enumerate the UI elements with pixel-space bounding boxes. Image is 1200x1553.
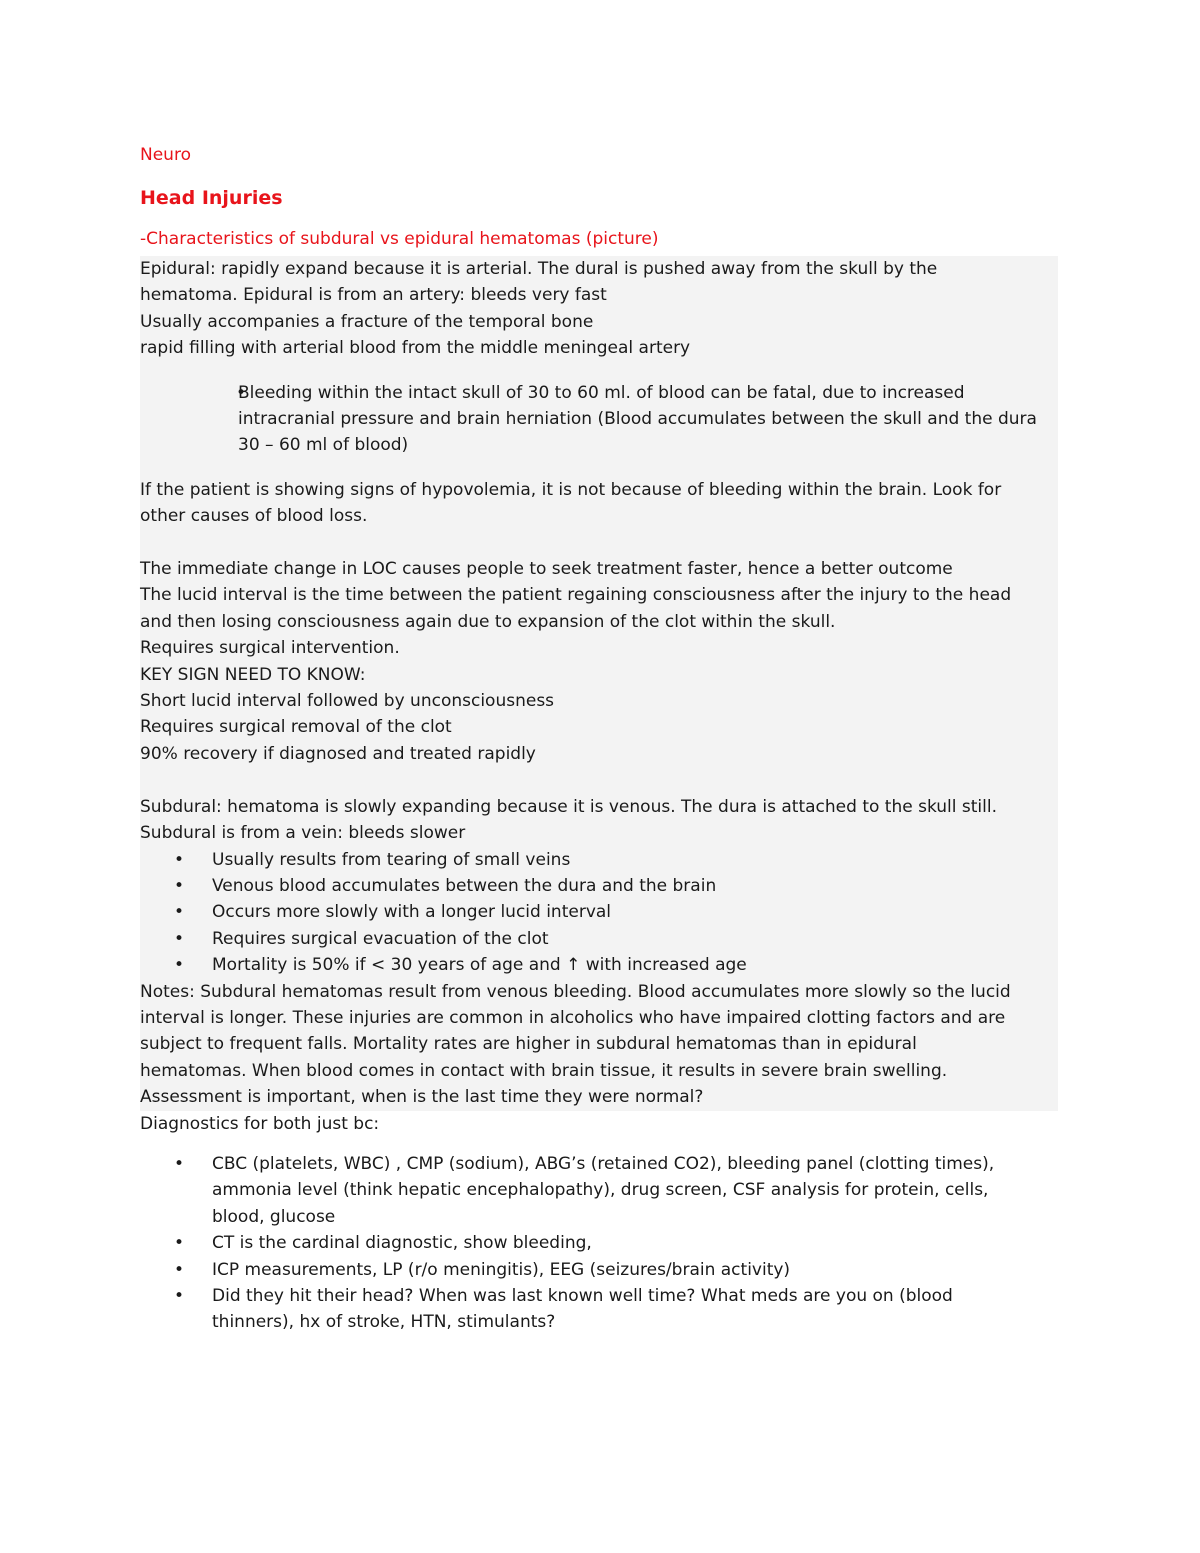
list-item: [140, 926, 1058, 952]
diagnostics-heading: Diagnostics for both just bc:: [140, 1113, 380, 1134]
hypovolemia-note: [140, 477, 1058, 530]
bullet-text: Venous blood accumulates between the dura and the brain: [212, 875, 717, 896]
epidural-bullet-list: [202, 380, 1058, 459]
text-line: 90% recovery if diagnosed and treated rapidly: [140, 743, 536, 764]
text-line: Subdural is from a vein: bleeds slower: [140, 823, 466, 844]
text-line: and then losing consciousness again due to expansion of the clot within the skull.: [140, 611, 836, 632]
list-item: [140, 873, 1058, 899]
bullet-line: • ICP measurements, LP (r/o meningitis), EEG (seizures/brain activity): [140, 1257, 1060, 1283]
text-line: blood, glucose: [212, 1206, 336, 1227]
diagnostics-section: [140, 1111, 1060, 1336]
list-item: [202, 380, 1058, 406]
bullet-text: Requires surgical evacuation of the clot: [212, 928, 549, 949]
lucid-interval-notes: [140, 556, 1058, 767]
text-line: interval is longer. These injuries are common in alcoholics who have impaired clotting factors and are: [140, 1007, 1006, 1028]
list-item: [140, 1151, 1060, 1230]
text-line: hematomas. When blood comes in contact with brain tissue, it results in severe brain swelling.: [140, 1060, 948, 1081]
text-line: 30 – 60 ml of blood): [238, 435, 409, 456]
list-item: [140, 1283, 1060, 1336]
list-item: [140, 1257, 1060, 1283]
text-line: subject to frequent falls. Mortality rates are higher in subdural hematomas than in epidural: [140, 1034, 917, 1055]
page-title: Head Injuries: [140, 187, 283, 209]
text-line: Notes: Subdural hematomas result from venous bleeding. Blood accumulates more slowly so the lucid: [140, 981, 1011, 1002]
text-line: hematoma. Epidural is from an artery: bleeds very fast: [140, 285, 607, 306]
text-line: Requires surgical removal of the clot: [140, 717, 452, 738]
bullet-line: • CBC (platelets, WBC) , CMP (sodium), ABG’s (retained CO2), bleeding panel (clotting times),: [140, 1151, 1060, 1177]
text-line: Epidural: rapidly expand because it is arterial. The dural is pushed away from the skull by the: [140, 259, 938, 279]
bullet-text: Occurs more slowly with a longer lucid interval: [212, 902, 612, 923]
text-line: The immediate change in LOC causes people to seek treatment faster, hence a better outcome: [140, 559, 953, 580]
text-line: If the patient is showing signs of hypovolemia, it is not because of bleeding within the brain. Look for: [140, 479, 1002, 500]
text-line: Requires surgical intervention.: [140, 638, 400, 659]
list-item: [140, 952, 1058, 978]
subdural-intro: [140, 794, 1058, 847]
text-line: rapid filling with arterial blood from the middle meningeal artery: [140, 338, 691, 359]
text-line: thinners), hx of stroke, HTN, stimulants?: [212, 1312, 556, 1333]
bullet-text: Mortality is 50% if < 30 years of age and ↑ with increased age: [212, 955, 747, 976]
diagnostics-bullet-list: [140, 1151, 1060, 1336]
text-line: Short lucid interval followed by unconsciousness: [140, 691, 555, 712]
bullet-line: • CT is the cardinal diagnostic, show bleeding,: [140, 1230, 1060, 1256]
subdural-notes: [140, 979, 1058, 1111]
epidural-intro: [140, 256, 1058, 362]
list-item: [140, 847, 1058, 873]
text-line: Subdural: hematoma is slowly expanding because it is venous. The dura is attached to the skull still.: [140, 796, 997, 817]
section-label: Neuro: [140, 145, 191, 165]
document-page: [140, 142, 1060, 1336]
text-line: Assessment is important, when is the last time they were normal?: [140, 1087, 704, 1108]
subdural-bullet-list: [140, 847, 1058, 979]
text-line: intracranial pressure and brain herniation (Blood accumulates between the skull and the dura: [238, 409, 1037, 430]
text-line: KEY SIGN NEED TO KNOW:: [140, 664, 366, 685]
page-subtitle: -Characteristics of subdural vs epidural hematomas (picture): [140, 229, 659, 249]
list-item: [140, 899, 1058, 925]
text-line: ammonia level (think hepatic encephalopathy), drug screen, CSF analysis for protein, cells,: [212, 1180, 989, 1201]
bullet-line: • Did they hit their head? When was last known well time? What meds are you on (blood: [140, 1283, 1060, 1309]
text-line: The lucid interval is the time between the patient regaining consciousness after the injury to the head: [140, 585, 1012, 606]
bullet-text: Usually results from tearing of small veins: [212, 849, 571, 870]
highlighted-notes-block: [140, 256, 1058, 1111]
list-item: [140, 1230, 1060, 1256]
bullet-text: Bleeding within the intact skull of 30 to 60 ml. of blood can be fatal, due to increased: [238, 382, 965, 403]
text-line: other causes of blood loss.: [140, 506, 368, 527]
text-line: Usually accompanies a fracture of the temporal bone: [140, 311, 594, 332]
